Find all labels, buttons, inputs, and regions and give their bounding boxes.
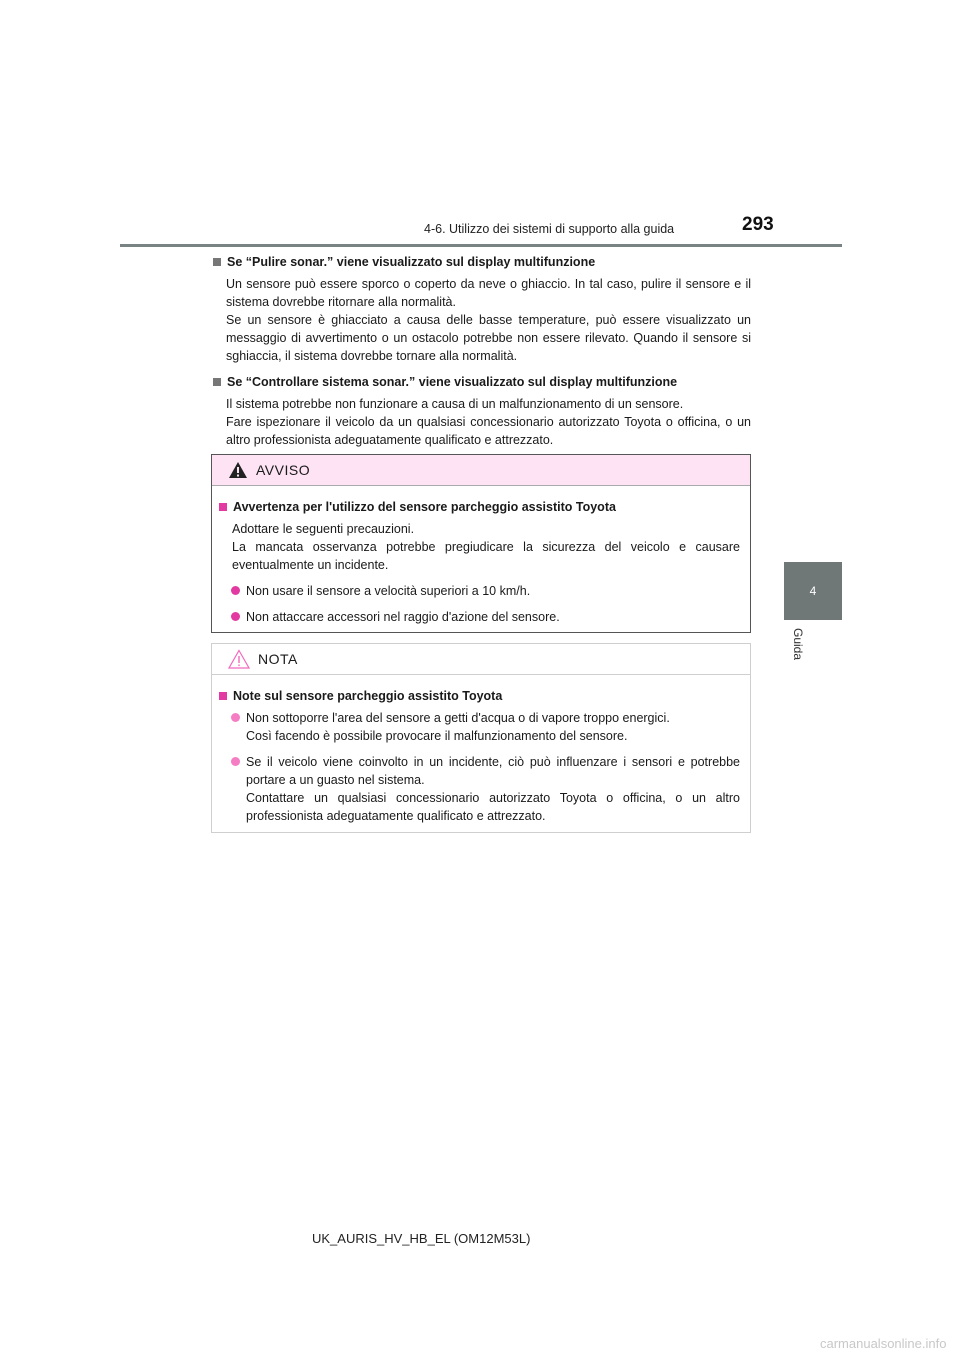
note-box <box>211 643 751 833</box>
running-header: 4-6. Utilizzo dei sistemi di supporto alla guida <box>424 222 675 236</box>
list-item: Non attaccare accessori nel raggio d'azione del sensore. <box>231 608 740 626</box>
main-content <box>211 253 751 449</box>
note-header <box>212 644 750 675</box>
page-number: 293 <box>742 214 774 235</box>
warning-triangle-icon <box>228 461 248 479</box>
round-bullet-icon <box>231 713 240 722</box>
warning-heading: Avvertenza per l'utilizzo del sensore parcheggio assistito Toyota <box>217 498 740 516</box>
note-heading: Note sul sensore parcheggio assistito Toyota <box>217 687 740 705</box>
warning-box <box>211 454 751 633</box>
round-bullet-icon <box>231 586 240 595</box>
note-title: NOTA <box>258 651 298 667</box>
warning-body: Adottare le seguenti precauzioni. La mancata osservanza potrebbe pregiudicare la sicurezza del veicolo e causare eventualmente un incidente. <box>232 522 740 572</box>
chapter-tab: 4 <box>784 562 842 620</box>
square-bullet-icon <box>219 692 227 700</box>
warning-header <box>212 455 750 486</box>
section-body: Un sensore può essere sporco o coperto da neve o ghiaccio. In tal caso, pulire il sensore e il sistema dovrebbe ritornare alla normalità. Se un sensore è ghiacciato a causa delle basse temperature, può essere visualizzato un messaggio di avvertimento o un ostacolo potrebbe non essere rilevato. Quando il sensore si sghiaccia, il sistema dovrebbe tornare alla normalità. <box>226 277 751 363</box>
square-bullet-icon <box>219 503 227 511</box>
round-bullet-icon <box>231 612 240 621</box>
list-item: Se il veicolo viene coinvolto in un incidente, ciò può influenzare i sensori e potrebbe portare a un guasto nel sistema. Contattare un qualsiasi concessionario autorizzato Toyota o officina, o un altro professionista adeguatamente qualificato e attrezzato. <box>231 753 740 825</box>
chapter-label: Guida <box>791 628 805 661</box>
round-bullet-icon <box>231 757 240 766</box>
section-body: Il sistema potrebbe non funzionare a causa di un malfunzionamento di un sensore. Fare ispezionare il veicolo da un qualsiasi concessionario autorizzato Toyota o officina, o un altro professionista adeguatamente qualificato e attrezzato. <box>226 397 751 447</box>
watermark: carmanualsonline.info <box>820 1336 947 1351</box>
list-item: Non sottoporre l'area del sensore a getti d'acqua o di vapore troppo energici. Così facendo è possibile provocare il malfunzionamento del sensore. <box>231 709 740 745</box>
caution-outline-icon <box>228 649 250 669</box>
section-heading: Se “Controllare sistema sonar.” viene visualizzato sul display multifunzione <box>211 373 751 391</box>
section-heading: Se “Pulire sonar.” viene visualizzato sul display multifunzione <box>211 253 751 271</box>
warning-title: AVVISO <box>256 462 311 478</box>
header-divider <box>120 244 842 247</box>
square-bullet-icon <box>213 378 221 386</box>
list-item: Non usare il sensore a velocità superiori a 10 km/h. <box>231 582 740 600</box>
document-code: UK_AURIS_HV_HB_EL (OM12M53L) <box>312 1231 531 1246</box>
square-bullet-icon <box>213 258 221 266</box>
